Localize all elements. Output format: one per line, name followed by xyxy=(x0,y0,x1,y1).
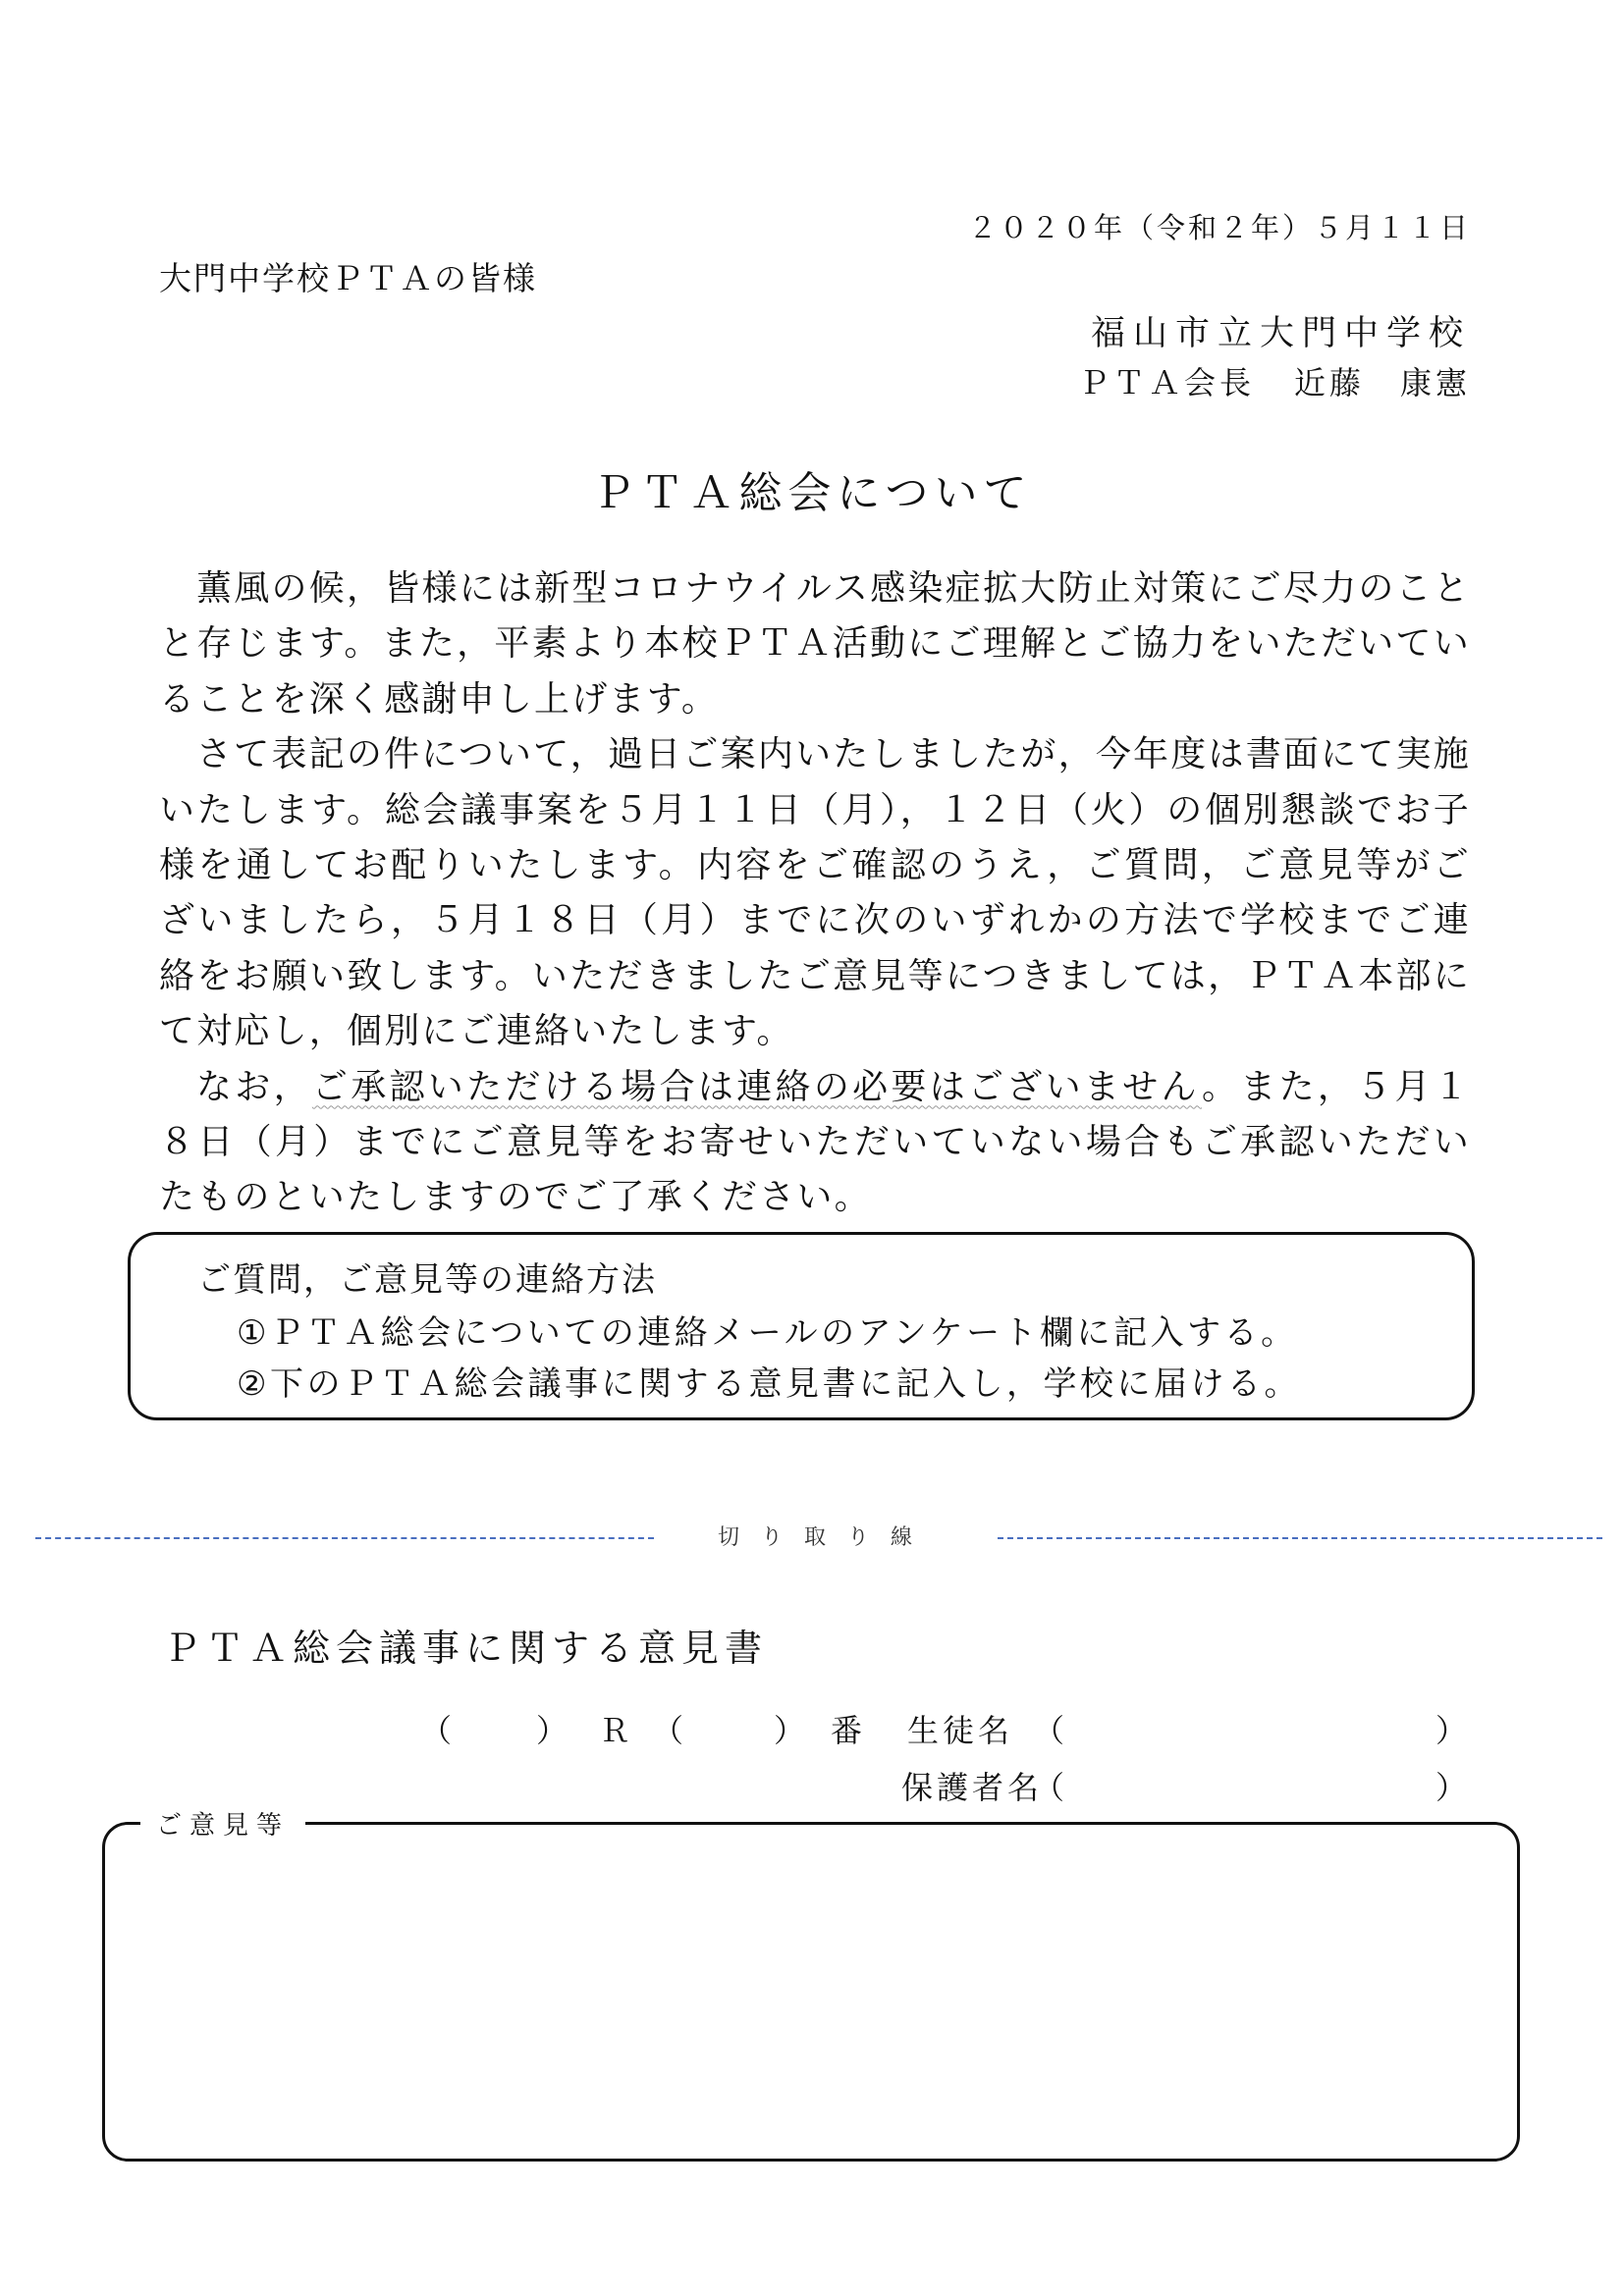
guardian-name-paren-close: ） xyxy=(1435,1769,1472,1806)
contact-methods-heading: ご質問，ご意見等の連絡方法 xyxy=(197,1260,657,1300)
opinion-label: ご意見等 xyxy=(140,1805,305,1842)
contact-method-form: ②下のＰＴＡ総会議事に関する意見書に記入し，学校に届ける。 xyxy=(237,1364,1301,1404)
class-paren-open: （ xyxy=(420,1712,457,1749)
class-r-label: Ｒ xyxy=(599,1712,635,1749)
body-paragraph-approval xyxy=(159,1060,1471,1226)
document-date: ２０２０年（令和２年）５月１１日 xyxy=(967,211,1471,244)
opinion-write-area[interactable] xyxy=(102,1811,1520,2162)
approval-rest: 。また，５月１８日（月）までにご意見等をお寄せいただいていない場合もご承認いただいたものといたしますのでご了承ください。 xyxy=(159,1066,1471,1218)
guardian-name-paren-open: （ xyxy=(1033,1769,1069,1806)
number-paren-close: ） xyxy=(774,1712,810,1749)
guardian-name-label: 保護者名 xyxy=(901,1769,1044,1806)
recipient-line: 大門中学校ＰＴＡの皆様 xyxy=(159,259,537,297)
body-paragraph-instructions: さて表記の件について，過日ご案内いたしましたが，今年度は書面にて実施いたします。総会議事案を５月１１日（月），１２日（火）の個別懇談でお子様を通してお配りいたします。内容をご確認のうえ，ご質問，ご意見等がございましたら，５月１８日（月）までに次のいずれかの方法で学校までご連絡をお願い致します。いただきましたご意見等につきましては，ＰＴＡ本部にて対応し，個別にご連絡いたします。 xyxy=(159,734,1471,1052)
sender-school: 福山市立大門中学校 xyxy=(1090,314,1471,353)
body-paragraph-greeting: 薫風の候，皆様には新型コロナウイルス感染症拡大防止対策にご尽力のことと存じます。また，平素より本校ＰＴＡ活動にご理解とご協力をいただいていることを深く感謝申し上げます。 xyxy=(159,568,1471,720)
sender-role: ＰＴＡ会長 xyxy=(1077,364,1255,401)
approval-intro: なお， xyxy=(196,1066,312,1107)
cut-line-dashes-right xyxy=(998,1537,1602,1539)
number-ban-label: 番 xyxy=(831,1712,867,1749)
number-paren-open: （ xyxy=(652,1712,688,1749)
student-name-paren-close: ） xyxy=(1435,1712,1472,1749)
letter-body xyxy=(159,561,1471,1226)
opinion-form-title: ＰＴＡ総会議事に関する意見書 xyxy=(163,1627,769,1670)
cut-line-dashes-left xyxy=(35,1537,654,1539)
contact-methods-box xyxy=(128,1232,1475,1420)
sender-signature xyxy=(1078,358,1471,403)
guardian-info-row xyxy=(0,1763,1624,1806)
student-name-label: 生徒名 xyxy=(907,1712,1014,1749)
class-paren-close: ） xyxy=(536,1712,572,1749)
document-title: ＰＴＡ総会について xyxy=(591,468,1033,518)
contact-method-email: ①ＰＴＡ総会についての連絡メールのアンケート欄に記入する。 xyxy=(237,1313,1298,1353)
approval-underlined-text: ご承認いただける場合は連絡の必要はございません xyxy=(311,1066,1202,1107)
student-name-paren-open: （ xyxy=(1033,1712,1069,1749)
cut-line-label: 切り取り線 xyxy=(717,1525,934,1550)
student-info-row xyxy=(0,1706,1624,1749)
sender-name: 近藤 康憲 xyxy=(1293,364,1471,401)
